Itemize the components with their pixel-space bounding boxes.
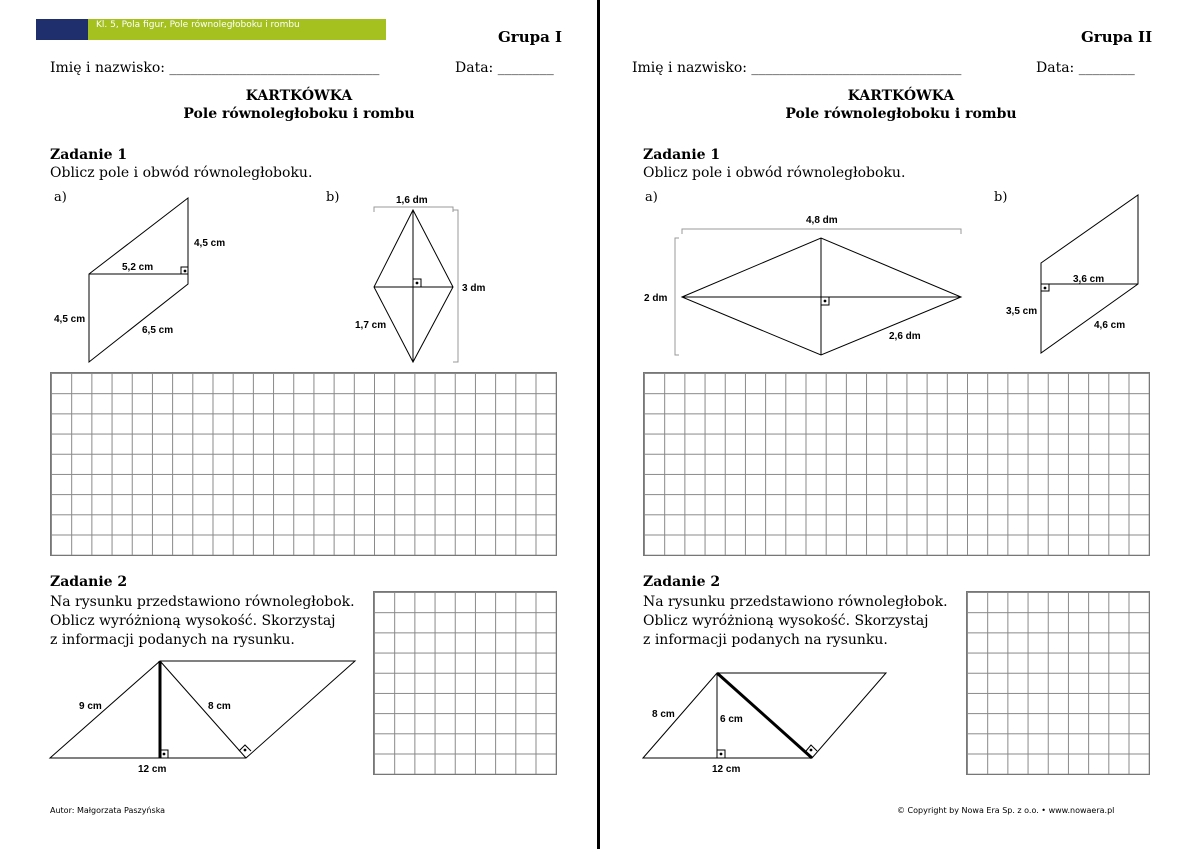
fig1b-left-label: 3,5 cm (1006, 306, 1038, 317)
fig2-left-label: 9 cm (79, 701, 102, 712)
task2-line3: z informacji podanych na rysunku. (643, 632, 888, 648)
fig1a-diag-label: 5,2 cm (122, 262, 154, 273)
name-field: Imię i nazwisko: ______________________________ (50, 60, 380, 76)
task2-line2: Oblicz wyróżnioną wysokość. Skorzystaj (50, 613, 336, 629)
worksheet-group-2 (602, 0, 1200, 849)
answer-grid-2[interactable] (373, 591, 557, 775)
fig2-base-label: 12 cm (712, 764, 741, 775)
answer-grid-1[interactable] (50, 372, 557, 556)
task1-text: Oblicz pole i obwód równoległoboku. (643, 165, 906, 181)
worksheet-group-1 (0, 0, 598, 849)
task1-label-a: a) (54, 190, 67, 205)
fig1b-diag-label: 3,6 cm (1073, 274, 1105, 285)
task1-label-a: a) (645, 190, 658, 205)
page-subtitle: Pole równoległoboku i rombu (183, 106, 415, 122)
fig1a-side-left-label: 4,5 cm (54, 314, 86, 325)
task1-text: Oblicz pole i obwód równoległoboku. (50, 165, 313, 181)
right-angle-dot (824, 300, 826, 302)
footer-copyright: © Copyright by Nowa Era Sp. z o.o. • www.nowaera.pl (897, 806, 1115, 815)
fig1a-top-label: 4,8 dm (806, 215, 838, 226)
dimension-bracket-top (682, 229, 961, 234)
page-title: KARTKÓWKA (245, 88, 353, 104)
fig2-base-label: 12 cm (138, 764, 167, 775)
page-subtitle: Pole równoległoboku i rombu (785, 106, 1017, 122)
header-label: Kl. 5, Pola figur, Pole równoległoboku i rombu (88, 19, 386, 40)
right-angle-dot (163, 753, 165, 755)
task1-label-b: b) (326, 190, 340, 205)
fig1b-left-label: 1,7 cm (355, 320, 387, 331)
fig1b-right-label: 3 dm (462, 283, 486, 294)
parallelogram-shape (89, 198, 188, 362)
fig2-inner-label: 6 cm (720, 714, 743, 725)
fig1a-side-right-label: 4,5 cm (194, 238, 226, 249)
dimension-bracket-left (675, 238, 679, 355)
right-angle-dot (720, 753, 722, 755)
task2-line2: Oblicz wyróżnioną wysokość. Skorzystaj (643, 613, 929, 629)
fig1a-left-label: 2 dm (644, 293, 668, 304)
right-angle-dot (1044, 287, 1046, 289)
task2-line3: z informacji podanych na rysunku. (50, 632, 295, 648)
figure-1b-rhombus (374, 207, 458, 362)
task2-line1: Na rysunku przedstawiono równoległobok. (50, 594, 355, 610)
group-title: Grupa I (498, 28, 563, 46)
fig2-right-label: 8 cm (208, 701, 231, 712)
dimension-bracket-right (453, 210, 458, 362)
page-title: KARTKÓWKA (847, 88, 955, 104)
group-title: Grupa II (1081, 28, 1153, 46)
task2-heading: Zadanie 2 (50, 574, 128, 590)
fig1a-bottom-label: 2,6 dm (889, 331, 921, 342)
fig1a-side-bottom-label: 6,5 cm (142, 325, 174, 336)
answer-grid-2[interactable] (966, 591, 1150, 775)
name-field: Imię i nazwisko: ______________________________ (632, 60, 962, 76)
task1-heading: Zadanie 1 (643, 147, 721, 163)
date-field: Data: ________ (1036, 60, 1135, 76)
figure-1a-parallelogram (89, 198, 188, 362)
task1-heading: Zadanie 1 (50, 147, 128, 163)
fig2-left-label: 8 cm (652, 709, 675, 720)
right-angle-dot (184, 270, 186, 272)
right-angle-dot (810, 749, 812, 751)
fig1b-top-label: 1,6 dm (396, 195, 428, 206)
right-angle-dot (416, 282, 418, 284)
date-field: Data: ________ (455, 60, 554, 76)
task2-heading: Zadanie 2 (643, 574, 721, 590)
task2-line1: Na rysunku przedstawiono równoległobok. (643, 594, 948, 610)
answer-grid-1[interactable] (643, 372, 1150, 556)
parallelogram-diagonal (160, 661, 246, 758)
right-angle-dot (244, 749, 246, 751)
task1-label-b: b) (994, 190, 1008, 205)
footer-author: Autor: Małgorzata Paszyńska (50, 806, 166, 815)
fig1b-bottom-label: 4,6 cm (1094, 320, 1126, 331)
figure-2-parallelogram (643, 673, 886, 758)
